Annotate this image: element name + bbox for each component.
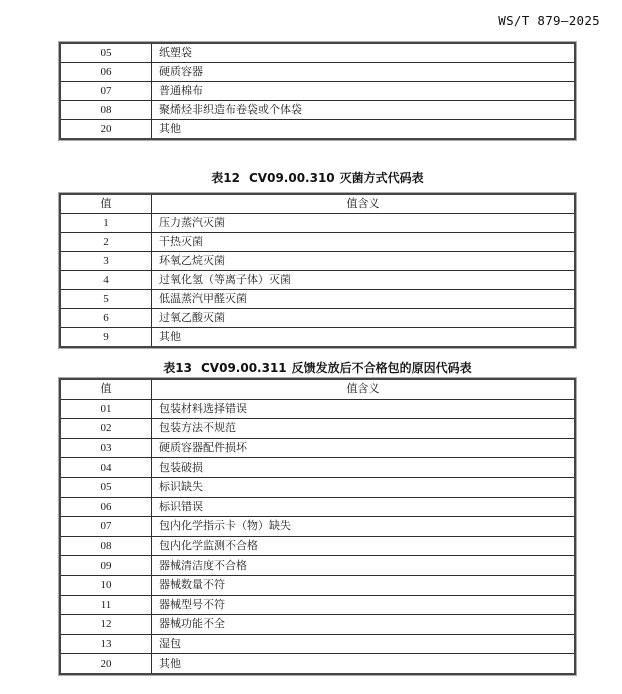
table-row: [60, 575, 575, 595]
code-meaning-cell: 器械清洁度不合格: [152, 556, 576, 576]
unqualified-package-reason-code-table: [59, 378, 576, 675]
code-meaning-cell: 过氧乙酸灭菌: [152, 309, 576, 328]
code-value-cell: 3: [60, 252, 152, 271]
table-row: [60, 309, 575, 328]
table-row: [60, 328, 575, 348]
code-value-cell: 05: [60, 477, 152, 497]
sterilization-method-code-table: [59, 193, 576, 348]
code-meaning-cell: 硬质容器配件损坏: [152, 438, 576, 458]
table-row: [60, 634, 575, 654]
code-meaning-cell: 其他: [152, 654, 576, 674]
code-meaning-cell: 纸塑袋: [152, 43, 576, 63]
code-meaning-cell: 包装方法不规范: [152, 419, 576, 439]
code-value-cell: 06: [60, 63, 152, 82]
code-value-cell: 09: [60, 556, 152, 576]
code-meaning-cell: 其他: [152, 328, 576, 348]
table-row: [60, 101, 575, 120]
table-row: [60, 419, 575, 439]
code-meaning-cell: 器械功能不全: [152, 615, 576, 635]
code-meaning-cell: 过氧化氢（等离子体）灭菌: [152, 271, 576, 290]
table-row: [60, 82, 575, 101]
code-meaning-cell: 低温蒸汽甲醛灭菌: [152, 290, 576, 309]
table-row: [60, 595, 575, 615]
table-header-row: [60, 194, 575, 214]
code-meaning-cell: 普通棉布: [152, 82, 576, 101]
code-value-cell: 2: [60, 233, 152, 252]
code-meaning-cell: 湿包: [152, 634, 576, 654]
table-row: [60, 290, 575, 309]
code-meaning-cell: 压力蒸汽灭菌: [152, 214, 576, 233]
code-meaning-cell: 器械型号不符: [152, 595, 576, 615]
code-value-cell: 20: [60, 654, 152, 674]
code-meaning-cell: 聚烯烃非织造布卷袋或个体袋: [152, 101, 576, 120]
code-meaning-cell: 其他: [152, 120, 576, 140]
table-header-row: [60, 379, 575, 399]
column-header-value: 值: [60, 194, 152, 214]
code-value-cell: 06: [60, 497, 152, 517]
table12-title-name: 灭菌方式代码表: [339, 171, 424, 185]
table-row: [60, 252, 575, 271]
code-value-cell: 08: [60, 101, 152, 120]
code-value-cell: 03: [60, 438, 152, 458]
code-value-cell: 02: [60, 419, 152, 439]
table-row: [60, 497, 575, 517]
code-value-cell: 08: [60, 536, 152, 556]
table-row: [60, 458, 575, 478]
code-meaning-cell: 硬质容器: [152, 63, 576, 82]
table12-title-code: CV09.00.310: [249, 171, 335, 185]
table12-title: [59, 169, 576, 186]
column-header-meaning: 值含义: [152, 194, 576, 214]
code-meaning-cell: 器械数量不符: [152, 575, 576, 595]
code-value-cell: 10: [60, 575, 152, 595]
code-value-cell: 5: [60, 290, 152, 309]
table-row: [60, 654, 575, 674]
code-value-cell: 9: [60, 328, 152, 348]
table-row: [60, 120, 575, 140]
table-row: [60, 438, 575, 458]
code-meaning-cell: 标识错误: [152, 497, 576, 517]
code-meaning-cell: 干热灭菌: [152, 233, 576, 252]
table13-title-code: CV09.00.311: [201, 361, 287, 375]
column-header-value: 值: [60, 379, 152, 399]
code-value-cell: 11: [60, 595, 152, 615]
code-meaning-cell: 环氧乙烷灭菌: [152, 252, 576, 271]
table-row: [60, 517, 575, 537]
packaging-material-table-continued: [59, 42, 576, 140]
table12-title-label: 表12: [211, 171, 240, 185]
table-row: [60, 43, 575, 63]
table-row: [60, 477, 575, 497]
code-value-cell: 07: [60, 517, 152, 537]
code-value-cell: 05: [60, 43, 152, 63]
doc-number: WS/T 879—2025: [498, 13, 600, 28]
code-value-cell: 13: [60, 634, 152, 654]
table13-title-name: 反馈发放后不合格包的原因代码表: [291, 361, 472, 375]
code-value-cell: 07: [60, 82, 152, 101]
code-value-cell: 12: [60, 615, 152, 635]
code-value-cell: 20: [60, 120, 152, 140]
table13-title: [59, 359, 576, 376]
table13-title-label: 表13: [163, 361, 192, 375]
code-value-cell: 01: [60, 399, 152, 419]
code-value-cell: 1: [60, 214, 152, 233]
code-meaning-cell: 包内化学指示卡（物）缺失: [152, 517, 576, 537]
code-meaning-cell: 包内化学监测不合格: [152, 536, 576, 556]
table-row: [60, 556, 575, 576]
table-row: [60, 63, 575, 82]
code-meaning-cell: 标识缺失: [152, 477, 576, 497]
code-meaning-cell: 包装材料选择错误: [152, 399, 576, 419]
table-row: [60, 233, 575, 252]
table-row: [60, 536, 575, 556]
table-row: [60, 271, 575, 290]
table-row: [60, 399, 575, 419]
code-value-cell: 4: [60, 271, 152, 290]
code-meaning-cell: 包装破损: [152, 458, 576, 478]
code-value-cell: 04: [60, 458, 152, 478]
column-header-meaning: 值含义: [152, 379, 576, 399]
table-row: [60, 615, 575, 635]
table-row: [60, 214, 575, 233]
code-value-cell: 6: [60, 309, 152, 328]
